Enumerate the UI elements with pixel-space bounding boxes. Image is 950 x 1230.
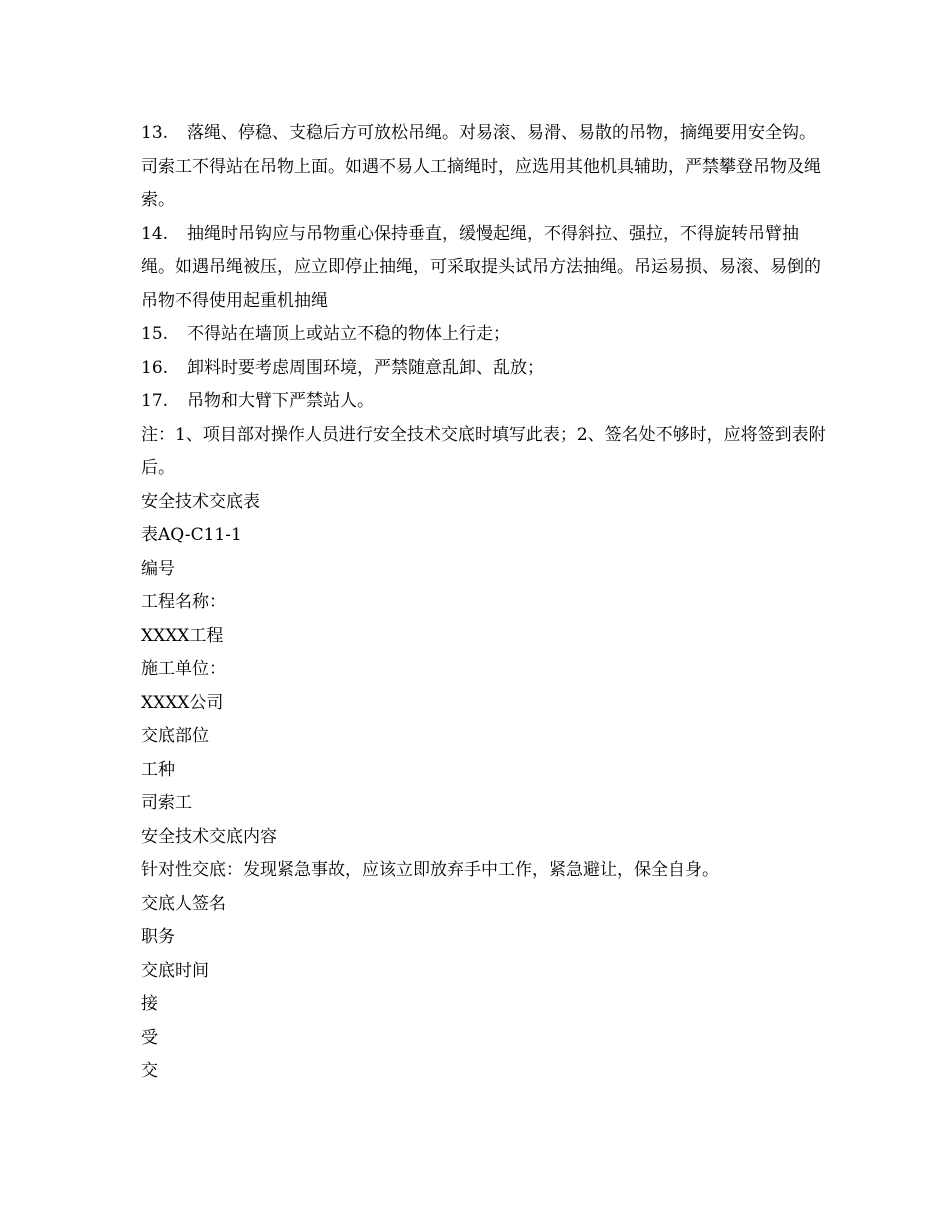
list-item-14 <box>141 218 831 319</box>
receive-char-3: 交 <box>141 1061 158 1081</box>
list-item-15 <box>141 318 831 352</box>
list-item-13 <box>141 117 831 218</box>
list-item-17 <box>141 385 831 419</box>
item-number: 17. <box>141 391 169 411</box>
trade-label: 工种 <box>141 759 175 780</box>
form-title: 安全技术交底表 <box>141 491 260 512</box>
note-text: 注：1、项目部对操作人员进行安全技术交底时填写此表；2、签名处不够时，应将签到表附后。 <box>141 424 826 478</box>
form-code: 表AQ-C11-1 <box>141 525 242 545</box>
time-label: 交底时间 <box>141 960 209 981</box>
content-label: 安全技术交底内容 <box>141 826 277 847</box>
list-item-16 <box>141 352 831 386</box>
trade-value: 司索工 <box>141 793 192 813</box>
item-number: 16. <box>141 357 169 378</box>
contractor-label: 施工单位： <box>141 659 226 679</box>
position-label: 职务 <box>141 927 175 947</box>
item-text: 抽绳时吊钩应与吊物重心保持垂直，缓慢起绳，不得斜拉、强拉，不得旋转吊臂抽绳。如遇吊绳被压，应立即停止抽绳，可采取提头试吊方法抽绳。吊运易损、易滚、易倒的吊物不得使用起重机抽绳 <box>141 223 821 311</box>
item-text: 落绳、停稳、支稳后方可放松吊绳。对易滚、易滑、易散的吊物，摘绳要用安全钩。司索工不得站在吊物上面。如遇不易人工摘绳时，应选用其他机具辅助，严禁攀登吊物及绳索。 <box>141 123 821 210</box>
item-text: 卸料时要考虑周围环境，严禁随意乱卸、乱放； <box>187 357 544 378</box>
serial-label: 编号 <box>141 558 175 579</box>
item-number: 14. <box>141 223 169 244</box>
specific-text: 针对性交底：发现紧急事故，应该立即放弃手中工作，紧急避让，保全自身。 <box>141 860 719 880</box>
item-text: 吊物和大臂下严禁站人。 <box>187 391 374 411</box>
project-label: 工程名称： <box>141 592 226 612</box>
receive-char-2: 受 <box>141 1027 158 1048</box>
location-label: 交底部位 <box>141 726 209 746</box>
contractor-value: XXXX公司 <box>141 692 224 713</box>
project-value: XXXX工程 <box>141 625 224 646</box>
signer-label: 交底人签名 <box>141 893 226 914</box>
item-number: 15. <box>141 324 169 344</box>
document-content <box>141 117 831 1089</box>
receive-char-1: 接 <box>141 994 158 1014</box>
item-number: 13. <box>141 123 169 143</box>
item-text: 不得站在墙顶上或站立不稳的物体上行走； <box>187 324 510 344</box>
